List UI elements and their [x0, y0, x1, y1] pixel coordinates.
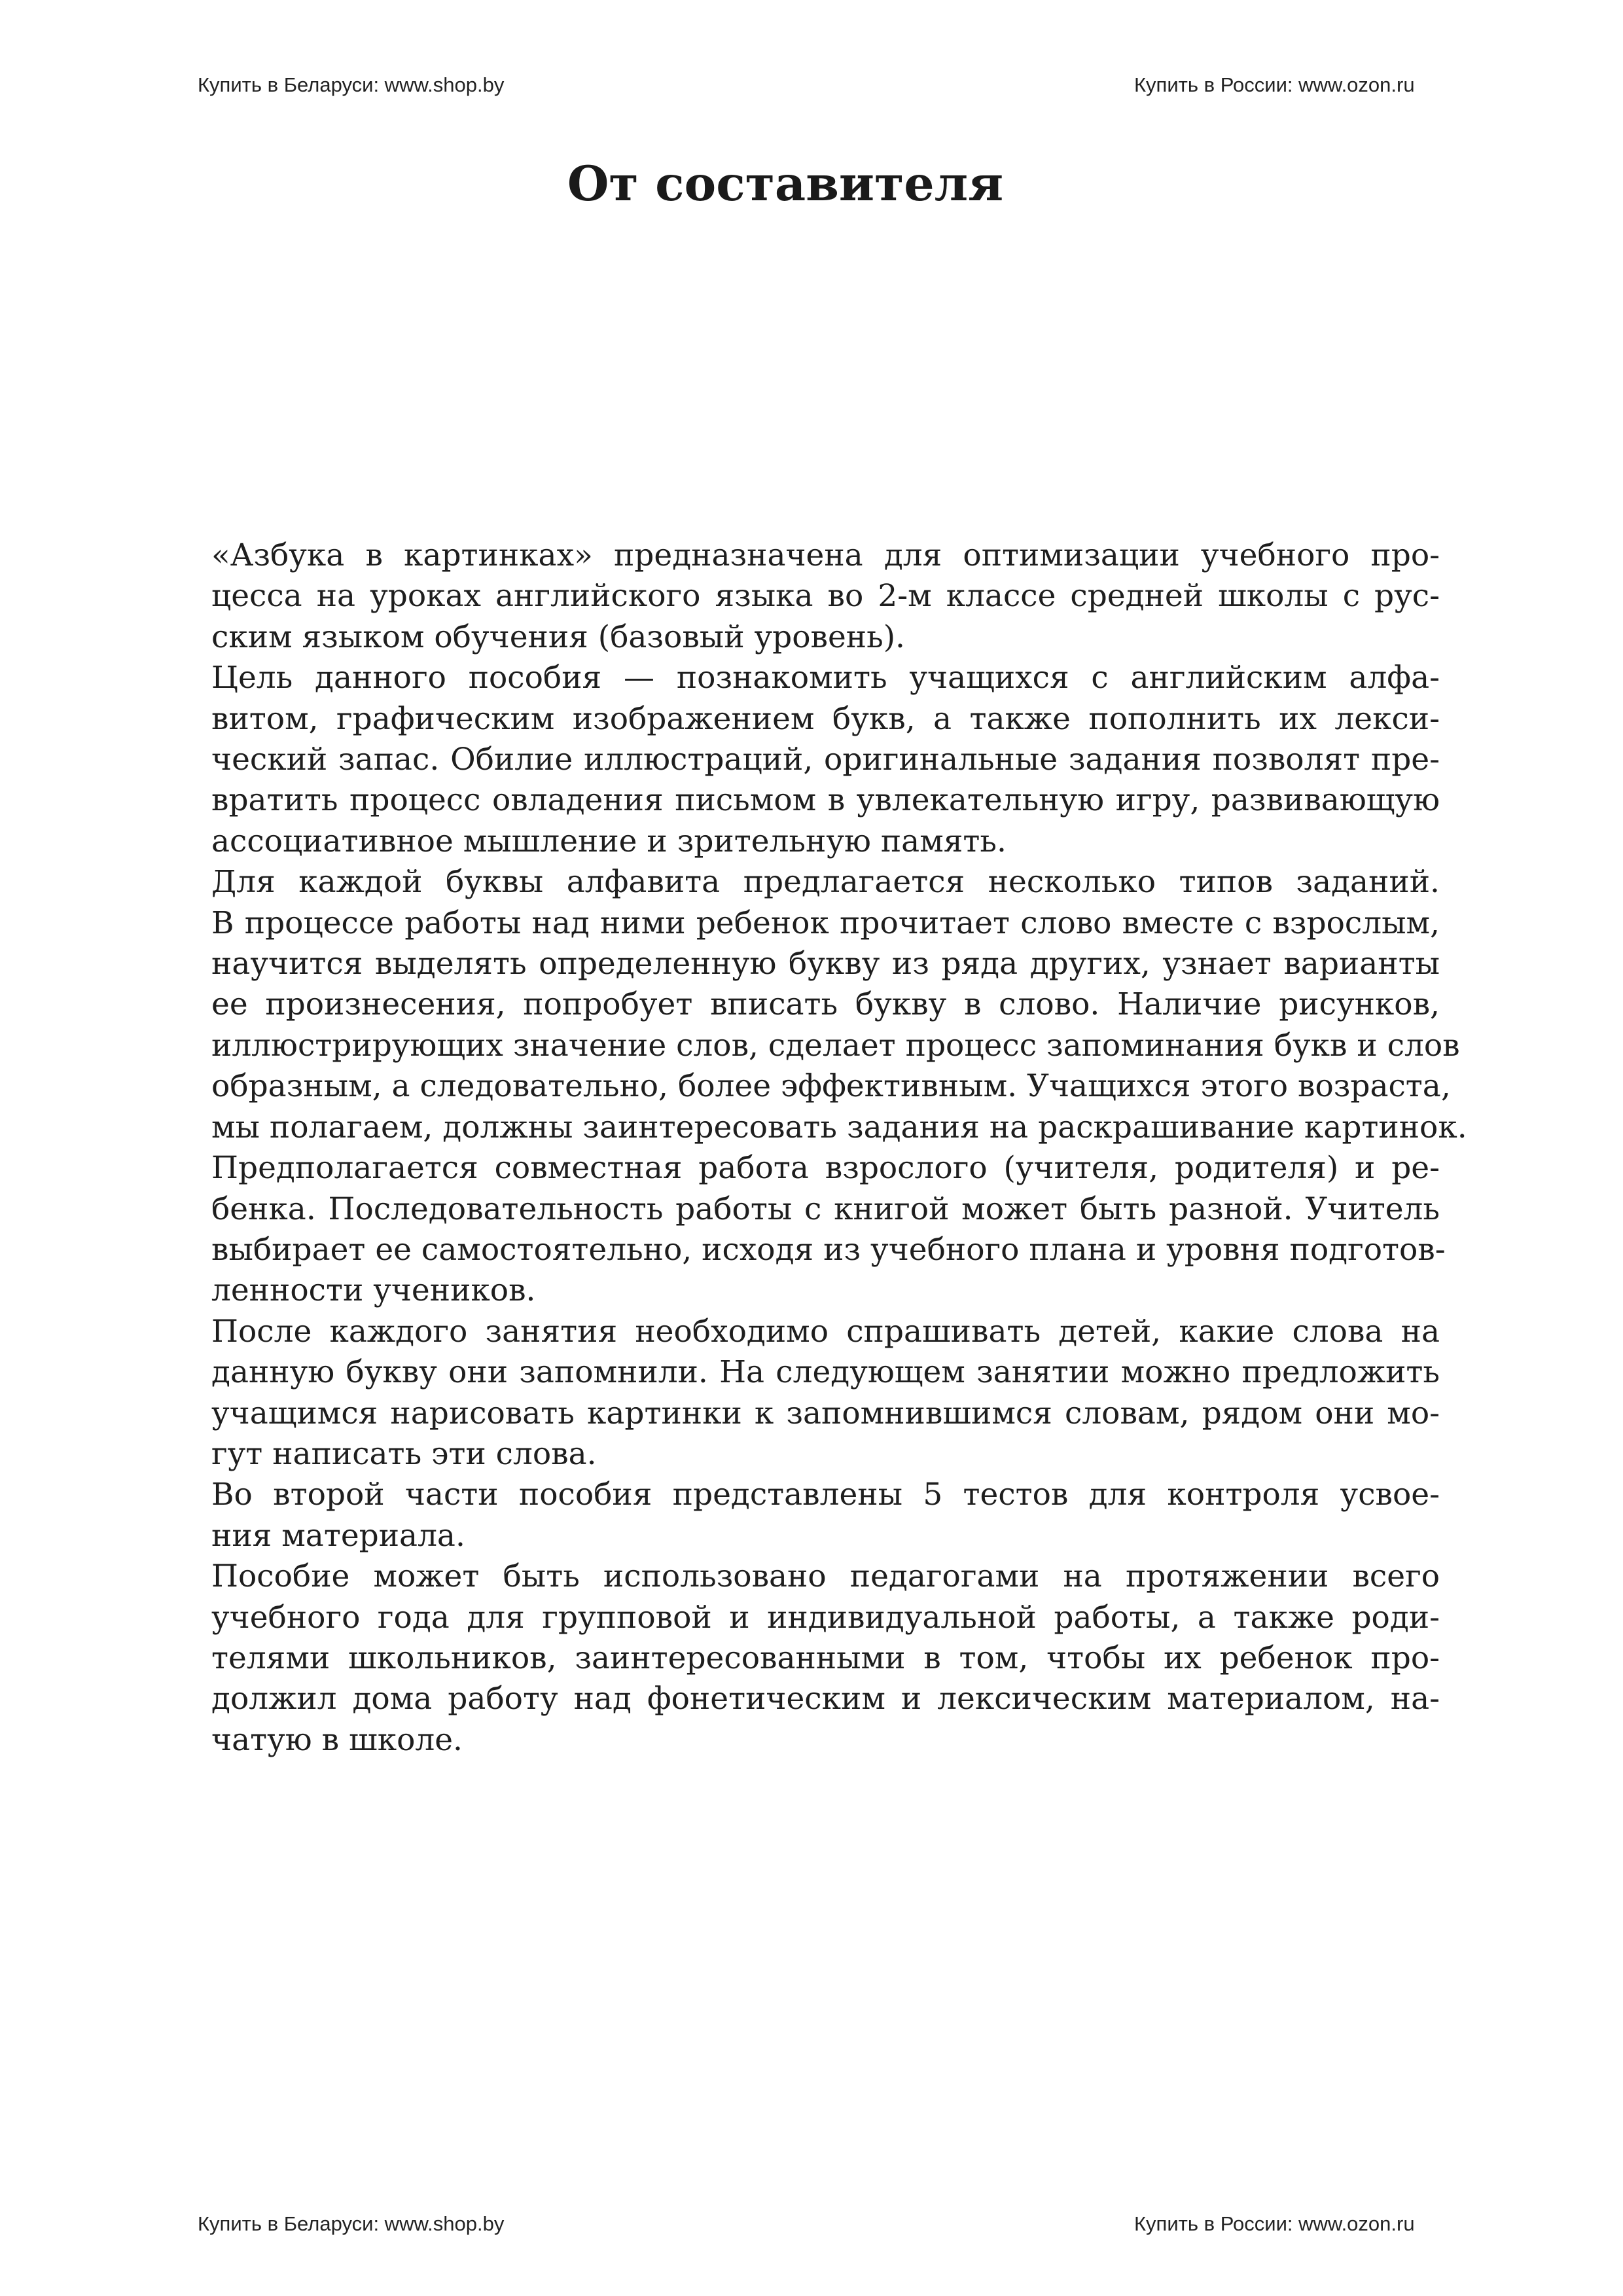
paragraph — [200, 1312, 1440, 1475]
text-line: ния материала. — [211, 1517, 465, 1554]
text-line: учебного года для групповой и индивидуальной работы, а также роди- — [211, 1599, 1440, 1636]
text-line: ленности учеников. — [211, 1272, 536, 1309]
text-line: «Азбука в картинках» предназначена для оптимизации учебного про- — [211, 537, 1440, 573]
text-line: В процессе работы над ними ребенок прочитает слово вместе с взрослым, — [211, 905, 1440, 941]
text-line: Во второй части пособия представлены 5 тестов для контроля усвое- — [211, 1477, 1440, 1513]
text-line: Для каждой буквы алфавита предлагается несколько типов заданий. — [211, 864, 1440, 901]
paragraph — [200, 1475, 1440, 1556]
text-line: После каждого занятия необходимо спрашивать детей, какие слова на — [211, 1313, 1440, 1350]
header-right-text: Купить в России: www.ozon.ru — [1134, 73, 1415, 96]
text-line: ее произнесения, попробует вписать букву в слово. Наличие рисунков, — [211, 986, 1440, 1023]
text-line: Предполагается совместная работа взрослого (учителя, родителя) и ре- — [211, 1150, 1440, 1187]
text-line: ским языком обучения (базовый уровень). — [211, 619, 905, 655]
text-line: цесса на уроках английского языка во 2-м классе средней школы с рус- — [211, 578, 1440, 615]
text-line: ассоциативное мышление и зрительную память. — [211, 823, 1007, 859]
paragraph — [200, 862, 1467, 1148]
paragraph — [200, 535, 1440, 658]
footer-left-text: Купить в Беларуси: www.shop.by — [198, 2212, 505, 2235]
page-title: От составителя — [567, 156, 1004, 212]
text-line: должил дома работу над фонетическим и лексическим материалом, на- — [211, 1681, 1440, 1717]
text-line: Цель данного пособия — познакомить учащихся с английским алфа- — [211, 660, 1440, 696]
text-line: ческий запас. Обилие иллюстраций, оригинальные задания позволят пре- — [211, 742, 1440, 778]
text-line: данную букву они запомнили. На следующем занятии можно предложить — [211, 1354, 1440, 1391]
header-left-text: Купить в Беларуси: www.shop.by — [198, 73, 505, 96]
text-line: выбирает ее самостоятельно, исходя из учебного плана и уровня подготов- — [211, 1231, 1446, 1268]
text-line: иллюстрирующих значение слов, сделает процесс запоминания букв и слов — [211, 1027, 1460, 1064]
text-line: Пособие может быть использовано педагогами на протяжении всего — [211, 1558, 1440, 1595]
text-line: вратить процесс овладения письмом в увлекательную игру, развивающую — [211, 782, 1440, 819]
text-line: телями школьников, заинтересованными в том, чтобы их ребенок про- — [211, 1640, 1440, 1676]
text-line: бенка. Последовательность работы с книгой может быть разной. Учитель — [211, 1191, 1440, 1227]
text-line: гут написать эти слова. — [211, 1435, 597, 1472]
text-line: образным, а следовательно, более эффективным. Учащихся этого возраста, — [211, 1068, 1451, 1105]
footer-right-text: Купить в России: www.ozon.ru — [1134, 2212, 1415, 2235]
text-line: научится выделять определенную букву из ряда других, узнает варианты — [211, 946, 1440, 982]
text-line: чатую в школе. — [211, 1721, 463, 1758]
text-line: мы полагаем, должны заинтересовать задания на раскрашивание картинок. — [211, 1109, 1467, 1145]
text-line: учащимся нарисовать картинки к запомнившимся словам, рядом они мо- — [211, 1395, 1440, 1431]
text-line: витом, графическим изображением букв, а также пополнить их лекси- — [211, 700, 1440, 737]
paragraph — [200, 1148, 1446, 1312]
body-text — [200, 535, 1467, 1761]
paragraph — [200, 1556, 1440, 1761]
paragraph — [200, 658, 1440, 862]
